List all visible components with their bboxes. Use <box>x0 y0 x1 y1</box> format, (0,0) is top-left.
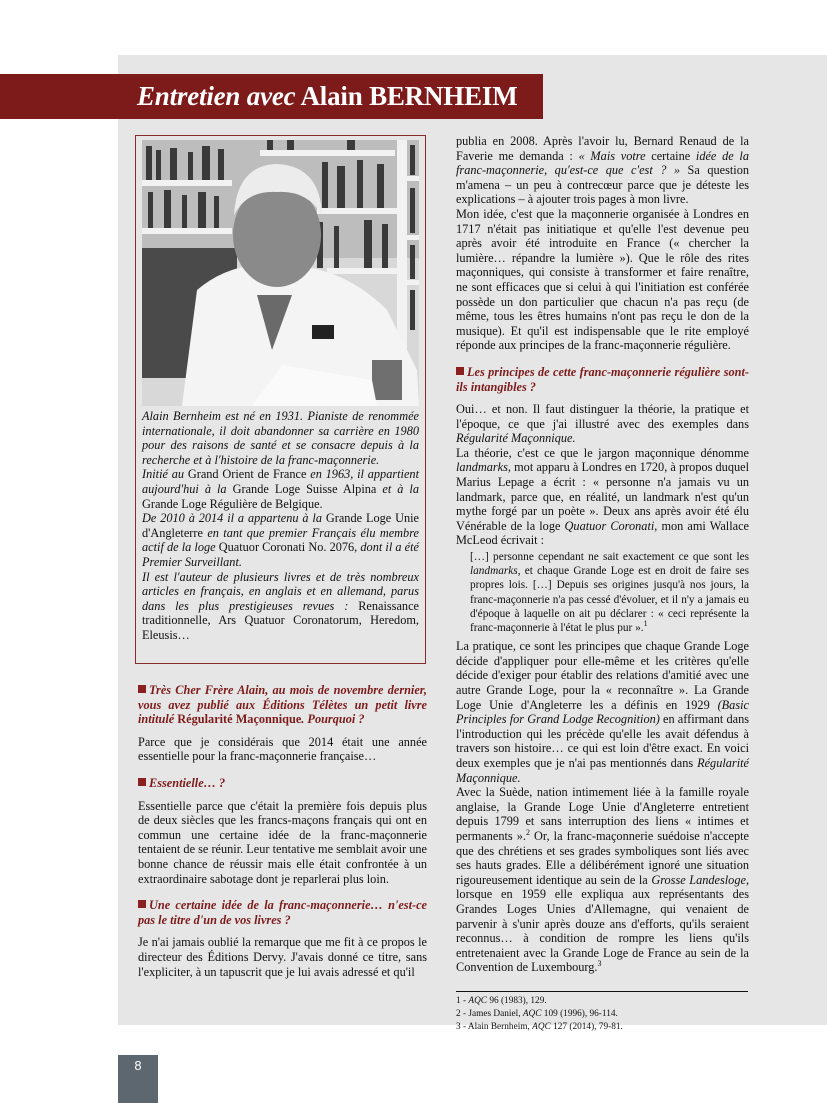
square-bullet-icon <box>138 900 146 908</box>
bio-box <box>135 135 426 664</box>
paragraph: Oui… et non. Il faut distinguer la théorie, la pratique et l'époque, ce que j'ai illustré avec des exemples dans Régularité Maçonnique. <box>456 402 749 446</box>
paragraph: La pratique, ce sont les principes que chaque Grande Loge décide d'appliquer pour elle-même et les critères qu'elle décide d'exiger pour établir des relations d'amitié avec une autre Grande Loge, pour la « reconnaître ». La Grande Loge Unie d'Angleterre les a définis en 1929 (Basic Principles for Grand Lodge Recognition) en affirmant dans l'introduction qui les précède qu'elle les avait défendus à travers son histoire… ce qui est loin d'être exact. En voici deux exemples que je n'ai pas mentionnés dans Régularité Maçonnique. <box>456 639 750 785</box>
right-column <box>456 134 749 1034</box>
footnote: 1 - AQC 96 (1983), 129. <box>456 995 547 1006</box>
answer-3: Je n'ai jamais oublié la remarque que me fit à ce propos le directeur des Éditions Dervy. J'avais donné ce titre, sans l'expliciter, à un tapuscrit que je lui avais adressé et qu'il <box>138 935 427 979</box>
portrait-photo <box>142 140 419 406</box>
left-column <box>138 683 427 979</box>
footnote-ref[interactable]: 2 <box>525 827 530 837</box>
footnote: 2 - James Daniel, AQC 109 (1996), 96-114. <box>456 1008 618 1019</box>
bio-paragraph: Alain Bernheim est né en 1931. Pianiste de renommée internationale, il doit abandonner sa carrière en 1980 pour des raisons de santé et se consacre depuis à la recherche et à l'histoire de la franc-maçonnerie. <box>142 409 419 467</box>
footnotes <box>456 995 749 1034</box>
question-4: Les principes de cette franc-maçonnerie régulière sont-ils intangibles ? <box>456 364 749 394</box>
bio-paragraph: De 2010 à 2014 il a appartenu à la Grande Loge Unie d'Angleterre en tant que premier Français élu membre actif de la loge Quatuor Coronati No. 2076, dont il a été Premier Surveillant. <box>142 511 419 569</box>
title-banner <box>0 74 543 119</box>
bio-paragraph: Il est l'auteur de plusieurs livres et de très nombreux articles en français, en anglais et en allemand, parus dans les plus prestigieuses revues : Renaissance traditionnelle, Ars Quatuor Coronatorum, Heredom, Eleusis… <box>142 569 419 642</box>
paragraph: La théorie, c'est ce que le jargon maçonnique dénomme landmarks, mot apparu à Londres en 1720, à propos duquel Marius Lepage a écrit : « personne n'a jamais vu un landmark, parce que, en réalité, un landmark n'est qu'un mythe forgé par un poète ». Deux ans après avoir été élu Vénérable de la loge Quatuor Coronati, mon ami Wallace McLeod écrivait : <box>456 445 749 548</box>
bio-text <box>142 409 419 643</box>
question-3: Une certaine idée de la franc-maçonnerie… n'est-ce pas le titre d'un de vos livres ? <box>138 898 427 927</box>
question-1: Très Cher Frère Alain, au mois de novembre dernier, vous avez publié aux Éditions Télètes un petit livre intitulé Régularité Maçonnique. Pourquoi ? <box>138 683 427 727</box>
article-title: Entretien avec Alain BERNHEIM <box>137 81 518 111</box>
paragraph: Mon idée, c'est que la maçonnerie organisée à Londres en 1717 n'était pas initiatique et qu'elle l'est devenue peu après avoir été introduite en France (« chercher la lumière… répandre la lumière »). Que le rôle des rites maçonniques, qui consiste à transformer et faire renaître, ne sont efficaces que si celui à qui l'initiation est conférée possède un don particulier que chacun n'a pas reçu (de même, tous les êtres humains n'ont pas reçu le don de la musique). Et qu'il est indispensable que le rite employé réponde aux principes de la franc-maçonnerie régulière. <box>456 206 749 353</box>
block-quote: […] personne cependant ne sait exactement ce que sont les landmarks, et chaque Grande Loge est en droit de faire ses propres lois. […] Depuis ses origines jusqu'à nos jours, la franc-maçonnerie n'a pas cessé d'évoluer, et il n'y a jamais eu d'époque à laquelle on ait pu déclarer : « ceci représente la franc-maçonnerie à l'état le plus pur ».$^1$ <box>470 551 749 635</box>
answer-2: Essentielle parce que c'était la première fois depuis plus de deux siècles que les francs-maçons français qui ont en commun une certaine idée de la franc-maçonnerie tentaient de se réunir. Leur tentative me semblait avoir une bonne chance de réussir mais elle était confrontée à un extraordinaire sabotage dont je reparlerai plus loin. <box>138 798 427 886</box>
square-bullet-icon <box>456 367 464 375</box>
page-number: 8 <box>118 1055 158 1103</box>
footnote-ref[interactable]: 3 <box>597 959 602 969</box>
footnote-ref[interactable]: 1 <box>643 619 648 629</box>
square-bullet-icon <box>138 778 146 786</box>
bio-paragraph: Initié au Grand Orient de France en 1963, il appartient aujourd'hui à la Grande Loge Suisse Alpina et à la Grande Loge Régulière de Belgique. <box>142 467 419 511</box>
paragraph: Avec la Suède, nation intimement liée à la famille royale anglaise, la Grande Loge Unie d'Angleterre entretient depuis 1799 et sans interruption des liens « intimes et permanents ».$^2$ Or, la franc-maçonnerie suédoise n'accepte que des chrétiens et ses grades symboliques sont liés avec ses hauts grades. Elle a délibérément ignoré une situation rigoureusement identique au sein de la Grosse Landesloge, lorsque en 1959 elle expliqua aux représentants des Grandes Loges Unies d'Allemagne, qui venaient de parvenir à s'unir après douze ans d'efforts, qu'ils seraient reconnus… à condition de rompre les liens qu'ils entretenaient avec la Grande Loge de France au sein de la Convention de Luxembourg.$^3$ <box>456 785 750 975</box>
question-2: Essentielle… ? <box>138 776 427 791</box>
answer-1: Parce que je considérais que 2014 était une année essentielle pour la franc-maçonnerie française… <box>138 734 427 764</box>
paragraph: publia en 2008. Après l'avoir lu, Bernard Renaud de la Faverie me demanda : « Mais votre certaine idée de la franc-maçonnerie, qu'est-ce que c'est ? » Sa question m'amena – un peu à contrecœur parce que je déteste les explications – à ajouter trois pages à mon livre. <box>456 134 749 207</box>
square-bullet-icon <box>138 685 146 693</box>
footnote-divider <box>456 991 748 992</box>
footnote: 3 - Alain Bernheim, AQC 127 (2014), 79-81. <box>456 1021 623 1032</box>
